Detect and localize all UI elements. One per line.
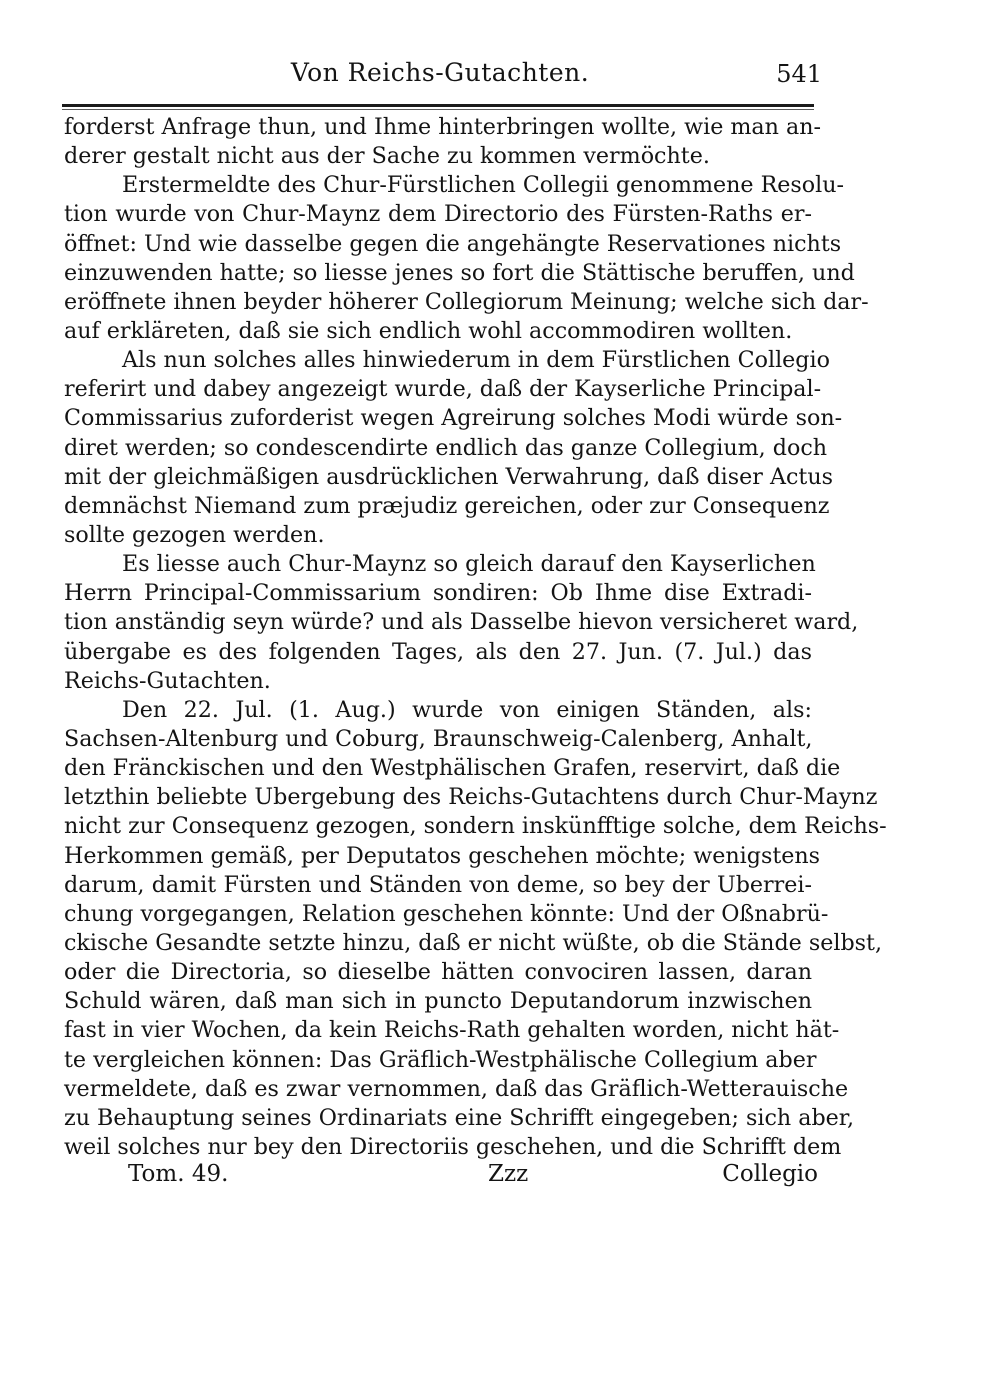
text-line: sollte gezogen werden. (64, 521, 325, 548)
text-line: weil solches nur bey den Directoriis geschehen, und die Schrifft dem (64, 1133, 842, 1160)
text-line: öffnet: Und wie dasselbe gegen die angehängte Reservationes nichts (64, 230, 842, 257)
paragraph-start-line: Es liesse auch Chur-Maynz so gleich darauf den Kayserlichen (122, 551, 816, 578)
signature-mark: Zzz (488, 1161, 529, 1187)
text-line: eröffnete ihnen beyder höherer Collegiorum Meinung; welche sich dar- (64, 288, 869, 315)
text-line: forderst Anfrage thun, und Ihme hinterbringen wollte, wie man an- (64, 114, 822, 140)
text-line: vermeldete, daß es zwar vernommen, daß das Gräflich-Wetterauische (64, 1075, 849, 1102)
text-line: Herkommen gemäß, per Deputatos geschehen möchte; wenigstens (64, 842, 821, 869)
text-line: auf erkläreten, daß sie sich endlich wohl accommodiren wollten. (64, 317, 793, 344)
catchword: Collegio (722, 1161, 818, 1187)
text-line: mit der gleichmäßigen ausdrücklichen Verwahrung, daß diser Actus (64, 463, 833, 490)
text-line: diret werden; so condescendirte endlich das ganze Collegium, doch (64, 434, 828, 461)
text-line: zu Behauptung seines Ordinariats eine Schrifft eingegeben; sich aber, (64, 1104, 855, 1131)
text-line: demnächst Niemand zum præjudiz gereichen, oder zur Consequenz (64, 492, 830, 519)
text-line: derer gestalt nicht aus der Sache zu kommen vermöchte. (64, 143, 710, 170)
text-line: tion anständig seyn würde? und als Dasselbe hievon versicheret ward, (64, 609, 859, 636)
paragraph-start-line: Erstermeldte des Chur-Fürstlichen Collegii genommene Resolu- (122, 172, 845, 199)
text-line: fast in vier Wochen, da kein Reichs-Rath gehalten worden, nicht hät- (64, 1017, 840, 1044)
text-line: übergabe es des folgenden Tages, als den 27. Jun. (7. Jul.) das (64, 638, 812, 665)
text-line: Reichs-Gutachten. (64, 667, 271, 694)
page-footer (64, 1161, 818, 1193)
text-line: Commissarius zuforderist wegen Agreirung solches Modi würde son- (64, 405, 843, 432)
paragraph-start-line: Als nun solches alles hinwiederum in dem Fürstlichen Collegio (122, 347, 830, 374)
header-rule-thin (62, 109, 814, 110)
text-line: referirt und dabey angezeigt wurde, daß der Kayserliche Principal- (64, 376, 822, 403)
running-title: Von Reichs-Gutachten. (290, 58, 590, 87)
volume-number: Tom. 49. (128, 1161, 229, 1187)
page-header (60, 58, 820, 98)
text-line: Schuld wären, daß man sich in puncto Deputandorum inzwischen (64, 988, 812, 1015)
text-line: tion wurde von Chur-Maynz dem Directorio des Fürsten-Raths er- (64, 201, 812, 228)
paragraph-start-line: Den 22. Jul. (1. Aug.) wurde von einigen Ständen, als: (122, 696, 812, 723)
text-line: Herrn Principal-Commissarium sondiren: Ob Ihme dise Extradi- (64, 580, 812, 607)
text-line: nicht zur Consequenz gezogen, sondern inskünfftige solche, dem Reichs- (64, 813, 887, 840)
text-line: darum, damit Fürsten und Ständen von deme, so bey der Uberrei- (64, 871, 812, 898)
text-line: ckische Gesandte setzte hinzu, daß er nicht wüßte, ob die Stände selbst, (64, 929, 883, 956)
page-number: 541 (776, 60, 822, 88)
text-line: letzthin beliebte Ubergebung des Reichs-Gutachtens durch Chur-Maynz (64, 784, 878, 811)
header-rule (62, 104, 814, 107)
body-text (64, 113, 887, 1162)
text-line: den Fränckischen und den Westphälischen Grafen, reservirt, daß die (64, 755, 841, 782)
text-line: chung vorgegangen, Relation geschehen könnte: Und der Oßnabrü- (64, 900, 829, 927)
text-line: te vergleichen können: Das Gräflich-Westphälische Collegium aber (64, 1046, 817, 1073)
text-line: oder die Directoria, so dieselbe hätten convociren lassen, daran (64, 959, 812, 986)
text-line: einzuwenden hatte; so liesse jenes so fort die Stättische beruffen, und (64, 259, 855, 286)
text-line: Sachsen-Altenburg und Coburg, Braunschweig-Calenberg, Anhalt, (64, 725, 813, 752)
